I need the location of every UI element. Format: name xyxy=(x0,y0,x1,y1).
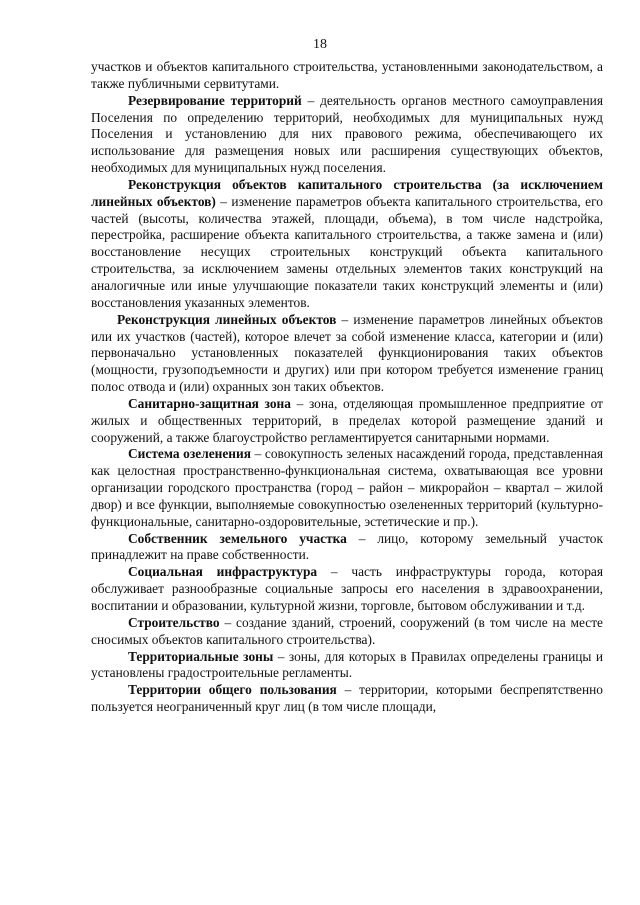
definition-reservation-of-territories xyxy=(91,93,603,177)
paragraph-text: участков и объектов капитального строительства, установленными законодательством, а также публичными сервитутами. xyxy=(91,59,603,91)
definition-text: – зоны, для которых в Правилах определены границы и установлены градостроительные регламенты. xyxy=(91,648,603,681)
defined-term: Санитарно-защитная зона xyxy=(128,395,291,411)
defined-term: Строительство xyxy=(128,614,220,630)
definition-land-owner xyxy=(91,531,603,565)
definition-text: – создание зданий, строений, сооружений (в том числе на месте сносимых объектов капитального строительства). xyxy=(91,614,603,647)
defined-term: Реконструкция объектов капитального строительства (за исключением линейных объектов) xyxy=(91,176,603,209)
definition-sanitary-protection-zone xyxy=(91,396,603,447)
defined-term: Собственник земельного участка xyxy=(128,530,347,546)
defined-term: Реконструкция линейных объектов xyxy=(117,311,337,327)
defined-term: Система озеленения xyxy=(128,446,251,462)
definition-text: – лицо, которому земельный участок принадлежит на праве собственности. xyxy=(91,530,603,563)
definition-text: – территории, которыми беспрепятственно пользуется неограниченный круг лиц (в том числе площади, xyxy=(91,682,603,715)
definition-territorial-zones xyxy=(91,649,603,683)
definition-reconstruction-linear-objects xyxy=(91,312,603,396)
definition-text: – изменение параметров линейных объектов или их участков (частей), которое влечет за собой изменение класса, категории и (или) первоначально установленных показателей функционирования таких объектов (мощности, грузоподъемности и других) или при котором требуется изменение границ полос отвода и (или) охранных зон таких объектов. xyxy=(91,311,603,395)
definition-construction xyxy=(91,615,603,649)
definition-text: – часть инфраструктуры города, которая обслуживает разнообразные социальные запросы его населения в здравоохранении, воспитании и образовании, культурной жизни, торговле, бытовом обслуживании и т.д. xyxy=(91,564,603,613)
definition-public-territories xyxy=(91,682,603,716)
defined-term: Территориальные зоны xyxy=(128,648,274,664)
paragraph-continuation xyxy=(91,59,603,93)
definition-text: – деятельность органов местного самоуправления Поселения по определению территорий, необходимых для муниципальных нужд Поселения и установлению для них правового режима, обеспечивающего их использование для размещения новых или расширения существующих объектов, необходимых для муниципальных нужд поселения. xyxy=(91,92,603,176)
page-number: 18 xyxy=(313,37,327,52)
definition-text: – зона, отделяющая промышленное предприятие от жилых и общественных территорий, в пределах которой размещение зданий и сооружений, а также благоустройство регламентируется санитарными нормами. xyxy=(91,395,603,445)
defined-term: Территории общего пользования xyxy=(128,682,337,698)
defined-term: Социальная инфраструктура xyxy=(128,564,318,580)
defined-term: Резервирование территорий xyxy=(128,92,302,108)
definition-text: – совокупность зеленых насаждений города, представленная как целостная пространственно-функциональная система, охватывающая все уровни организации городского пространства (город – район – микрорайон – квартал – жилой двор) и все функции, выполняемые совокупностью озелененных территорий (культурно-функциональные, санитарно-оздоровительные, эстетические и пр.). xyxy=(91,446,603,529)
definition-social-infrastructure xyxy=(91,564,603,615)
definition-reconstruction-capital-objects xyxy=(91,177,603,312)
document-body xyxy=(91,59,603,716)
definition-greening-system xyxy=(91,446,603,530)
definition-text: – изменение параметров объекта капитального строительства, его частей (высоты, количества этажей, площади, объема), в том числе надстройка, перестройка, расширение объекта капитального строительства, а также замена и (или) восстановление несущих строительных конструкций объекта капитального строительства, за исключением замены отдельных элементов таких конструкций на аналогичные или иные улучшающие показатели таких конструкций элементы и (или) восстановления указанных элементов. xyxy=(91,193,603,310)
